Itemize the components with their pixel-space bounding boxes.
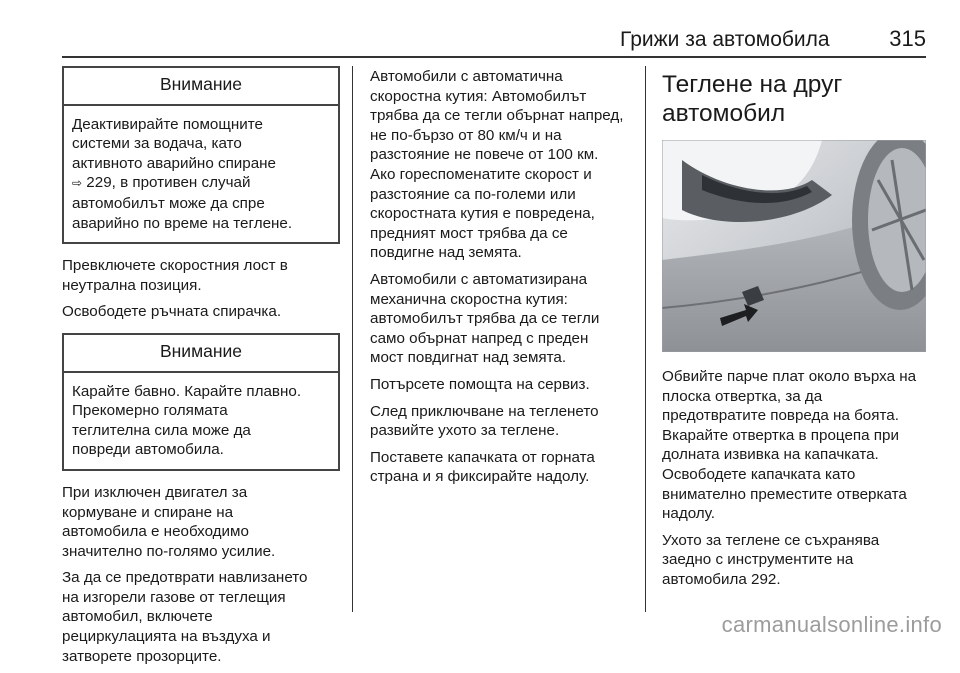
warning-box-1: [62, 66, 340, 244]
paragraph: Освободете ръчната спирачка.: [62, 303, 282, 321]
column-divider-2: [645, 66, 646, 612]
warning-body: Карайте бавно. Карайте плавно. Прекомерно голямата теглителна сила може да повреди автомобила.: [72, 382, 302, 459]
paragraph: След приключване на тегленето развийте ухото за теглене.: [370, 402, 599, 440]
paragraph: Превключете скоростния лост в неутрална позиция.: [62, 257, 288, 294]
paragraph: При изключен двигател за кормуване и спиране на автомобила е необходимо значително по-голямо усилие.: [62, 483, 276, 560]
paragraph: Поставете капачката от горната страна и я фиксирайте надолу.: [370, 448, 595, 486]
page-header: [620, 26, 926, 56]
column-2: [370, 67, 638, 494]
watermark: carmanualsonline.info: [721, 612, 942, 637]
header-rule: [62, 56, 926, 58]
paragraph: Автомобили с автоматична скоростна кутия: Автомобилът трябва да се тегли объpнат напред, не по-бързо от 80 км/ч и на разстояние не повече от 100 км. Ако гореспоменатите скорост и разстояние са по-големи или скоростната кутия е повредена, предният мост трябва да се повдигне над земята.: [370, 68, 624, 262]
paragraph: Автомобили с автоматизирана механична скоростна кутия: автомобилът трябва да се тегли само обърнат напред с преден мост повдигнат над земята.: [370, 270, 600, 367]
car-bumper-illustration: [662, 140, 926, 352]
paragraph: Потърсете помощта на сервиз.: [370, 375, 590, 393]
warning-body: Деактивирайте помощните системи за водача, като активното аварийно спиране ⇨ 229, в противен случай автомобилът може да спре аварийно по време на теглене.: [72, 115, 293, 232]
section-heading: Теглене на друг автомобил: [662, 71, 843, 127]
paragraph: Обвийте парче плат около върха на плоска отвертка, за да предотвратите повреда на боята. Вкарайте отвертка в процепа при долната извивка на капачката. Освободете капачката като внимателно преместите отверката надолу.: [662, 368, 917, 523]
column-divider-1: [352, 66, 353, 612]
paragraph: Ухото за теглене се съхранява заедно с инструментите на автомобила 292.: [662, 531, 880, 588]
warning-title: Внимание: [64, 68, 338, 106]
paragraph: За да се предотврати навлизането на изгорели газове от теглещия автомобил, включете рециркулацията на въздуха и затворете прозорците.: [62, 569, 308, 665]
cross-reference-icon: ⇨: [72, 176, 83, 191]
header-title: Грижи за автомобила: [620, 28, 830, 51]
column-1: [62, 66, 340, 673]
page-number: 315: [889, 26, 926, 51]
warning-box-2: [62, 333, 340, 471]
column-3: [662, 70, 934, 597]
tow-eye-cover-photo: [662, 140, 926, 352]
warning-title: Внимание: [64, 335, 338, 373]
